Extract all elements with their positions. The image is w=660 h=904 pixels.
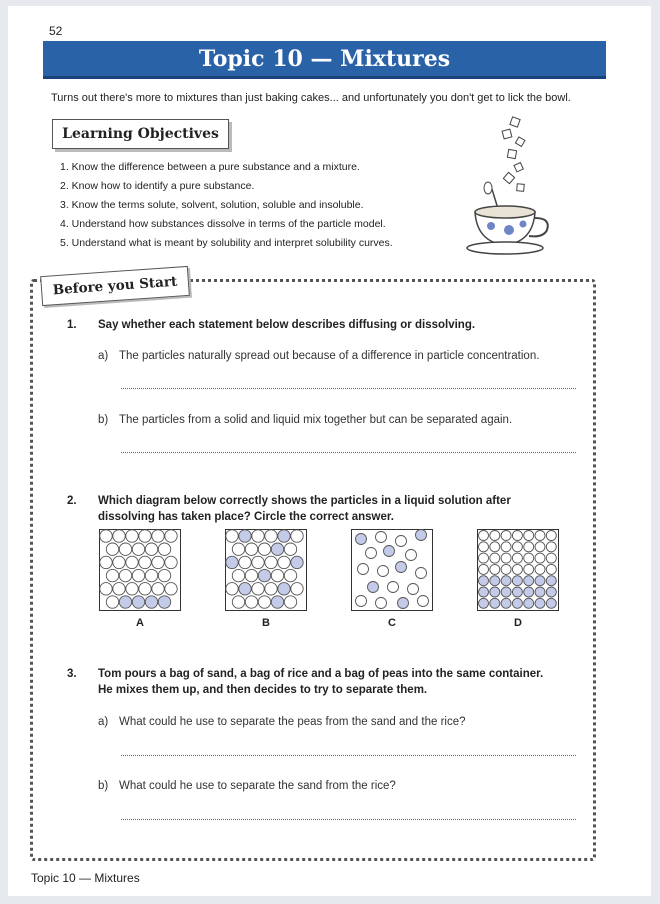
solute-particle [239,583,251,595]
objective-item: 3. Know the terms solute, solvent, solution, soluble and insoluble. [60,199,364,211]
question-text: Say whether each statement below describes diffusing or dissolving. [98,319,476,331]
solute-particle [524,576,534,586]
solvent-particle [145,569,157,581]
solvent-particle [245,596,257,608]
solvent-particle [501,564,511,574]
solute-particle [226,556,238,568]
solute-particle [119,596,131,608]
solvent-particle [479,564,489,574]
part-label: b) [98,780,109,792]
solvent-particle [226,583,238,595]
part-text: The particles naturally spread out because of a difference in particle concentration. [119,350,540,362]
solvent-particle [158,569,170,581]
solvent-particle [165,583,177,595]
solvent-particle [106,543,118,555]
solvent-particle [535,531,545,541]
solvent-particle [258,596,270,608]
solute-particle [479,576,489,586]
learning-objectives-heading-box [52,119,229,149]
solvent-particle [535,564,545,574]
solute-particle [501,598,511,608]
solvent-particle [291,530,303,542]
solvent-particle [145,543,157,555]
solute-particle [512,598,522,608]
solvent-particle [265,530,277,542]
solvent-particle [284,596,296,608]
part-text: What could he use to separate the sand from the rice? [119,780,396,792]
solvent-particle [501,542,511,552]
solvent-particle [106,569,118,581]
question-number: 2. [67,495,77,507]
solute-particle [512,576,522,586]
solvent-particle [535,553,545,563]
solute-particle [258,569,270,581]
solvent-particle [278,556,290,568]
solvent-particle [139,530,151,542]
solvent-particle [284,569,296,581]
objective-item: 5. Understand what is meant by solubility and interpret solubility curves. [60,237,393,249]
solvent-particle [479,531,489,541]
solute-particle [145,596,157,608]
solute-particle [535,587,545,597]
solvent-particle [490,553,500,563]
diagram-d[interactable] [477,529,559,611]
solute-particle [546,576,556,586]
solvent-particle [100,530,112,542]
solvent-particle [406,550,417,561]
intro-text: Turns out there's more to mixtures than just baking cakes... and unfortunately you don't get to lick the bowl. [51,92,571,104]
solute-particle [490,598,500,608]
solvent-particle [524,542,534,552]
solvent-particle [501,553,511,563]
solute-particle [501,576,511,586]
solute-particle [278,583,290,595]
solvent-particle [366,548,377,559]
solvent-particle [100,556,112,568]
solvent-particle [284,543,296,555]
solvent-particle [113,583,125,595]
teacup-illustration [465,112,565,262]
solvent-particle [239,556,251,568]
solvent-particle [265,556,277,568]
solvent-particle [524,531,534,541]
solvent-particle [245,569,257,581]
solvent-particle [479,542,489,552]
solute-particle [368,582,379,593]
solvent-particle [152,583,164,595]
solvent-particle [126,556,138,568]
solute-particle [384,546,395,557]
solvent-particle [479,553,489,563]
solvent-particle [113,556,125,568]
question-text: Which diagram below correctly shows the particles in a liquid solution after dissolving has taken place? Circle the correct answer. [98,495,511,523]
solvent-particle [490,564,500,574]
solvent-particle [132,569,144,581]
page-title: Topic 10 — Mixtures [198,45,451,72]
objective-item: 4. Understand how substances dissolve in terms of the particle model. [60,218,386,230]
footer-topic: Topic 10 — Mixtures [31,871,140,885]
solute-particle [158,596,170,608]
solvent-particle [165,556,177,568]
page-number: 52 [49,24,63,38]
answer-line-3b[interactable] [121,819,576,820]
part-label: b) [98,414,109,426]
solvent-particle [408,584,419,595]
solvent-particle [106,596,118,608]
solvent-particle [490,542,500,552]
learning-objectives-list [60,158,393,253]
solute-particle [535,576,545,586]
option-label-c[interactable]: C [388,617,396,629]
solvent-particle [126,530,138,542]
solvent-particle [139,556,151,568]
solute-particle [546,598,556,608]
solvent-particle [245,543,257,555]
solute-particle [271,543,283,555]
question-text: Tom pours a bag of sand, a bag of rice and a bag of peas into the same container. He mixes them up, and then decides to try to separate them. [98,668,544,696]
solvent-particle [291,583,303,595]
solute-particle [501,587,511,597]
solute-particle [396,562,407,573]
question-number: 1. [67,319,77,331]
diagram-c[interactable] [351,529,433,611]
solvent-particle [546,564,556,574]
solvent-particle [535,542,545,552]
solute-particle [479,587,489,597]
solvent-particle [113,530,125,542]
solvent-particle [418,596,429,607]
solvent-particle [376,532,387,543]
before-you-start-heading: Before you Start [52,273,178,299]
solvent-particle [226,530,238,542]
solvent-particle [252,556,264,568]
solute-particle [278,530,290,542]
solvent-particle [126,583,138,595]
part-label: a) [98,716,109,728]
solvent-particle [252,530,264,542]
solute-particle [490,576,500,586]
solute-particle [291,556,303,568]
solvent-particle [388,582,399,593]
solvent-particle [512,553,522,563]
solvent-particle [119,543,131,555]
solvent-particle [152,530,164,542]
option-label-b[interactable]: B [262,617,270,629]
solvent-particle [152,556,164,568]
solute-particle [512,587,522,597]
solvent-particle [356,596,367,607]
solvent-particle [232,569,244,581]
solvent-particle [416,568,427,579]
option-label-a[interactable]: A [136,617,144,629]
solvent-particle [100,583,112,595]
solute-particle [479,598,489,608]
diagram-a[interactable] [99,529,181,611]
part-text: What could he use to separate the peas from the sand and the rice? [119,716,466,728]
solute-particle [132,596,144,608]
solute-particle [546,587,556,597]
solvent-particle [271,569,283,581]
solute-particle [416,530,427,541]
solvent-particle [524,564,534,574]
solute-particle [524,598,534,608]
solvent-particle [512,542,522,552]
part-text: The particles from a solid and liquid mix together but can be separated again. [119,414,513,426]
solvent-particle [546,531,556,541]
solvent-particle [358,564,369,575]
objective-item: 2. Know how to identify a pure substance. [60,180,255,192]
solvent-particle [132,543,144,555]
learning-objectives-heading: Learning Objectives [62,126,219,142]
solvent-particle [524,553,534,563]
solvent-particle [119,569,131,581]
solvent-particle [376,598,387,609]
solvent-particle [490,531,500,541]
solute-particle [490,587,500,597]
part-label: a) [98,350,109,362]
diagram-b[interactable] [225,529,307,611]
solute-particle [239,530,251,542]
question-number: 3. [67,668,77,680]
solvent-particle [232,596,244,608]
solvent-particle [258,543,270,555]
solute-particle [356,534,367,545]
option-label-d[interactable]: D [514,617,522,629]
solvent-particle [378,566,389,577]
solvent-particle [512,564,522,574]
solvent-particle [501,531,511,541]
solvent-particle [158,543,170,555]
solvent-particle [546,553,556,563]
solvent-particle [252,583,264,595]
solvent-particle [546,542,556,552]
answer-line-3a[interactable] [121,755,576,756]
objective-item: 1. Know the difference between a pure substance and a mixture. [60,161,360,173]
solvent-particle [396,536,407,547]
answer-line-1b[interactable] [121,452,576,453]
solvent-particle [265,583,277,595]
solute-particle [398,598,409,609]
solvent-particle [512,531,522,541]
title-bar [43,41,606,79]
solvent-particle [139,583,151,595]
solvent-particle [232,543,244,555]
solute-particle [524,587,534,597]
solvent-particle [165,530,177,542]
solute-particle [535,598,545,608]
answer-line-1a[interactable] [121,388,576,389]
solute-particle [271,596,283,608]
